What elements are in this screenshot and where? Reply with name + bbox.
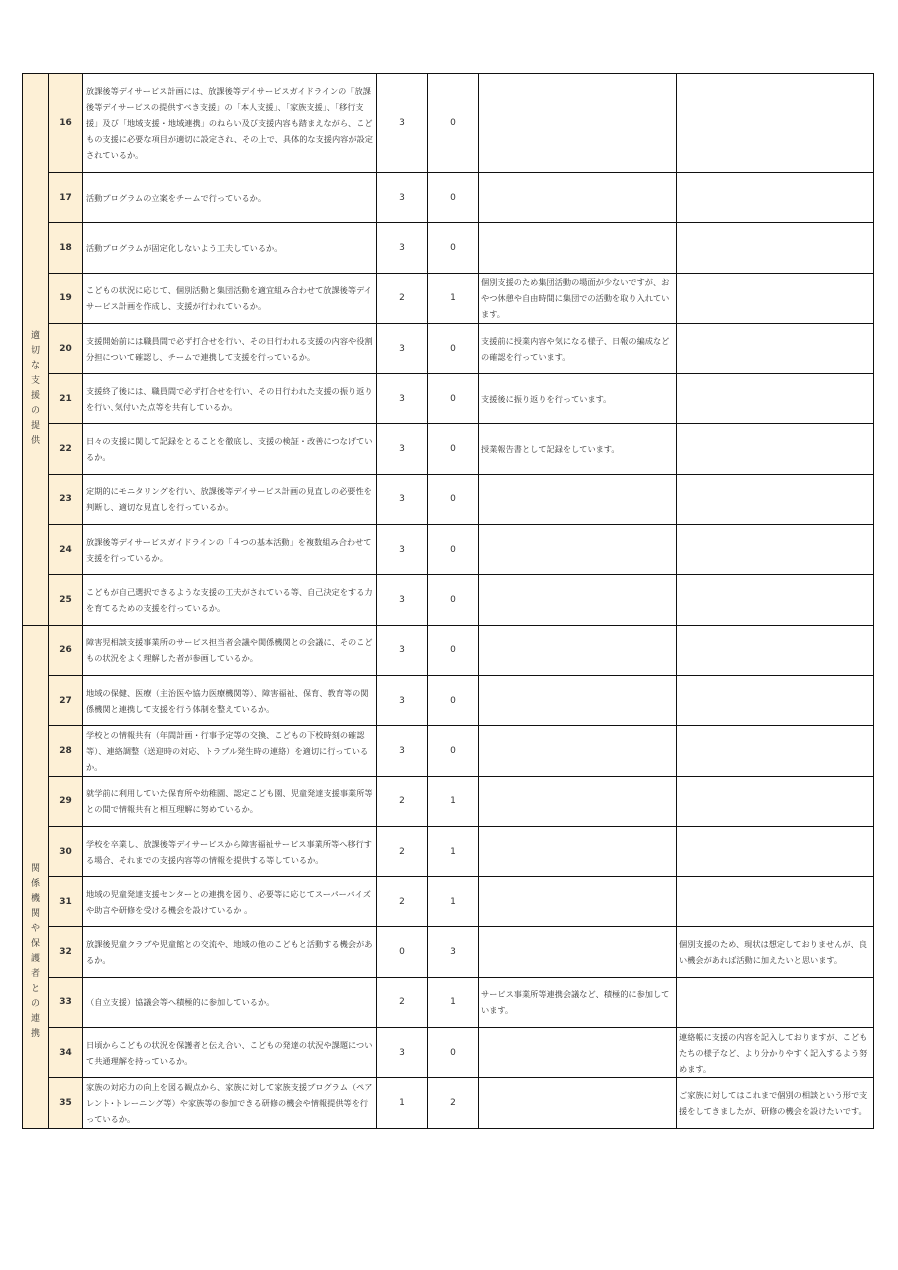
no-count: 1 (428, 877, 479, 927)
table-row (23, 74, 874, 173)
remarks-text: 支援前に授業内容や気になる様子、日報の編成などの確認を行っています。 (479, 323, 677, 373)
table-row (23, 1028, 874, 1078)
question-text: （自立支援）協議会等へ積極的に参加しているか。 (83, 977, 377, 1027)
yes-count: 3 (377, 173, 428, 223)
question-text: 就学前に利用していた保育所や幼稚園、認定こども園、児童発達支援事業所等との間で情報共有と相互理解に努めているか。 (83, 776, 377, 826)
yes-count: 1 (377, 1078, 428, 1128)
question-text: 学校を卒業し、放課後等デイサービスから障害福祉サービス事業所等へ移行する場合、それまでの支援内容等の情報を提供する等しているか。 (83, 826, 377, 876)
remarks-text (479, 776, 677, 826)
no-count: 0 (428, 625, 479, 675)
remarks-text (479, 625, 677, 675)
table-row (23, 323, 874, 373)
improvement-text (677, 877, 874, 927)
yes-count: 3 (377, 1028, 428, 1078)
no-count: 0 (428, 525, 479, 575)
item-number: 29 (49, 776, 83, 826)
section-label: 適切な支援の提供 (30, 331, 40, 447)
remarks-text: 個別支援のため集団活動の場面が少ないですが、おやつ休憩や自由時間に集団での活動を取り入れています。 (479, 273, 677, 323)
table-row (23, 474, 874, 524)
table-row (23, 726, 874, 776)
table-row (23, 424, 874, 474)
table-row (23, 273, 874, 323)
no-count: 0 (428, 323, 479, 373)
remarks-text: 授業報告書として記録をしています。 (479, 424, 677, 474)
improvement-text (677, 173, 874, 223)
remarks-text (479, 474, 677, 524)
yes-count: 2 (377, 977, 428, 1027)
no-count: 3 (428, 927, 479, 977)
improvement-text (677, 374, 874, 424)
table-row (23, 1078, 874, 1128)
improvement-text (677, 776, 874, 826)
yes-count: 2 (377, 877, 428, 927)
question-text: 日頃からこどもの状況を保護者と伝え合い、こどもの発達の状況や課題について共通理解を持っているか。 (83, 1028, 377, 1078)
yes-count: 3 (377, 575, 428, 625)
item-number: 17 (49, 173, 83, 223)
no-count: 1 (428, 776, 479, 826)
remarks-text (479, 1078, 677, 1128)
question-text: 活動プログラムの立案をチームで行っているか。 (83, 173, 377, 223)
question-text: 放課後児童クラブや児童館との交流や、地域の他のこどもと活動する機会があるか。 (83, 927, 377, 977)
question-text: 支援終了後には、職員間で必ず打合せを行い、その日行われた支援の振り返りを行い､気付いた点等を共有しているか。 (83, 374, 377, 424)
no-count: 0 (428, 424, 479, 474)
no-count: 0 (428, 1028, 479, 1078)
no-count: 1 (428, 977, 479, 1027)
question-text: 地域の保健、医療（主治医や協力医療機関等）、障害福祉、保育、教育等の関係機関と連携して支援を行う体制を整えているか。 (83, 675, 377, 725)
section-label: 関係機関や保護者との連携 (30, 863, 40, 1039)
yes-count: 3 (377, 474, 428, 524)
yes-count: 3 (377, 726, 428, 776)
yes-count: 3 (377, 223, 428, 273)
improvement-text (677, 675, 874, 725)
table-row (23, 675, 874, 725)
item-number: 28 (49, 726, 83, 776)
item-number: 35 (49, 1078, 83, 1128)
question-text: 地域の児童発達支援センターとの連携を図り、必要等に応じてスーパーバイズや助言や研修を受ける機会を設けているか 。 (83, 877, 377, 927)
table-row (23, 927, 874, 977)
item-number: 33 (49, 977, 83, 1027)
item-number: 16 (49, 74, 83, 173)
remarks-text (479, 675, 677, 725)
remarks-text: サービス事業所等連携会議など、積極的に参加しています。 (479, 977, 677, 1027)
item-number: 18 (49, 223, 83, 273)
remarks-text (479, 223, 677, 273)
remarks-text (479, 575, 677, 625)
remarks-text (479, 525, 677, 575)
improvement-text: ご家族に対してはこれまで個別の相談という形で支援をしてきましたが、研修の機会を設けたいです。 (677, 1078, 874, 1128)
improvement-text (677, 223, 874, 273)
no-count: 1 (428, 273, 479, 323)
table-row (23, 575, 874, 625)
no-count: 0 (428, 726, 479, 776)
no-count: 0 (428, 575, 479, 625)
remarks-text (479, 173, 677, 223)
question-text: 学校との情報共有（年間計画・行事予定等の交換、こどもの下校時刻の確認等）、連絡調整（送迎時の対応、トラブル発生時の連絡）を適切に行っているか。 (83, 726, 377, 776)
item-number: 31 (49, 877, 83, 927)
improvement-text (677, 74, 874, 173)
table-row (23, 776, 874, 826)
item-number: 30 (49, 826, 83, 876)
item-number: 22 (49, 424, 83, 474)
remarks-text: 支援後に振り返りを行っています。 (479, 374, 677, 424)
yes-count: 3 (377, 424, 428, 474)
item-number: 27 (49, 675, 83, 725)
table-row (23, 625, 874, 675)
no-count: 0 (428, 223, 479, 273)
item-number: 20 (49, 323, 83, 373)
item-number: 23 (49, 474, 83, 524)
improvement-text (677, 424, 874, 474)
table-row (23, 525, 874, 575)
yes-count: 0 (377, 927, 428, 977)
item-number: 34 (49, 1028, 83, 1078)
yes-count: 3 (377, 625, 428, 675)
yes-count: 3 (377, 323, 428, 373)
no-count: 0 (428, 74, 479, 173)
item-number: 25 (49, 575, 83, 625)
table-row (23, 977, 874, 1027)
item-number: 24 (49, 525, 83, 575)
remarks-text (479, 726, 677, 776)
question-text: 支援開始前には職員間で必ず打合せを行い、その日行われる支援の内容や役割分担について確認し、チームで連携して支援を行っているか。 (83, 323, 377, 373)
no-count: 0 (428, 474, 479, 524)
improvement-text (677, 575, 874, 625)
improvement-text (677, 323, 874, 373)
improvement-text (677, 977, 874, 1027)
item-number: 21 (49, 374, 83, 424)
improvement-text (677, 474, 874, 524)
question-text: 障害児相談支援事業所のサービス担当者会議や関係機関との会議に、そのこどもの状況をよく理解した者が参画しているか。 (83, 625, 377, 675)
improvement-text (677, 625, 874, 675)
yes-count: 3 (377, 374, 428, 424)
improvement-text (677, 525, 874, 575)
remarks-text (479, 927, 677, 977)
table-row (23, 374, 874, 424)
no-count: 2 (428, 1078, 479, 1128)
question-text: 家族の対応力の向上を図る観点から、家族に対して家族支援プログラム（ペアレント･トレーニング等）や家族等の参加できる研修の機会や情報提供等を行っているか。 (83, 1078, 377, 1128)
improvement-text (677, 273, 874, 323)
item-number: 19 (49, 273, 83, 323)
table-row (23, 826, 874, 876)
item-number: 26 (49, 625, 83, 675)
improvement-text: 連絡帳に支援の内容を記入しておりますが、こどもたちの様子など、より分かりやすく記入するよう努めます。 (677, 1028, 874, 1078)
item-number: 32 (49, 927, 83, 977)
table-row (23, 877, 874, 927)
remarks-text (479, 1028, 677, 1078)
no-count: 0 (428, 374, 479, 424)
no-count: 0 (428, 173, 479, 223)
yes-count: 3 (377, 675, 428, 725)
table-body (23, 74, 874, 1129)
yes-count: 2 (377, 776, 428, 826)
table-row (23, 173, 874, 223)
question-text: 放課後等デイサービスガイドラインの「４つの基本活動」を複数組み合わせて支援を行っているか。 (83, 525, 377, 575)
question-text: 活動プログラムが固定化しないよう工夫しているか。 (83, 223, 377, 273)
table-row (23, 223, 874, 273)
improvement-text: 個別支援のため、現状は想定しておりませんが、良い機会があれば活動に加えたいと思います。 (677, 927, 874, 977)
yes-count: 3 (377, 525, 428, 575)
evaluation-table (22, 73, 874, 1129)
question-text: 日々の支援に関して記録をとることを徹底し、支援の検証・改善につなげているか。 (83, 424, 377, 474)
question-text: 放課後等デイサービス計画には、放課後等デイサービスガイドラインの「放課後等デイサービスの提供すべき支援」の「本人支援」、「家族支援」、「移行支援」及び「地域支援・地域連携」のねらい及び支援内容も踏まえながら、こどもの支援に必要な項目が適切に設定され、その上で、具体的な支援内容が設定されているか。 (83, 74, 377, 173)
remarks-text (479, 877, 677, 927)
yes-count: 2 (377, 826, 428, 876)
improvement-text (677, 726, 874, 776)
remarks-text (479, 826, 677, 876)
no-count: 0 (428, 675, 479, 725)
question-text: こどもが自己選択できるような支援の工夫がされている等、自己決定をする力を育てるための支援を行っているか。 (83, 575, 377, 625)
section-label-cell (23, 74, 49, 626)
yes-count: 2 (377, 273, 428, 323)
remarks-text (479, 74, 677, 173)
no-count: 1 (428, 826, 479, 876)
question-text: 定期的にモニタリングを行い、放課後等デイサービス計画の見直しの必要性を判断し、適切な見直しを行っているか。 (83, 474, 377, 524)
section-label-cell (23, 625, 49, 1128)
question-text: こどもの状況に応じて、個別活動と集団活動を適宜組み合わせて放課後等デイサービス計画を作成し、支援が行われているか。 (83, 273, 377, 323)
improvement-text (677, 826, 874, 876)
yes-count: 3 (377, 74, 428, 173)
